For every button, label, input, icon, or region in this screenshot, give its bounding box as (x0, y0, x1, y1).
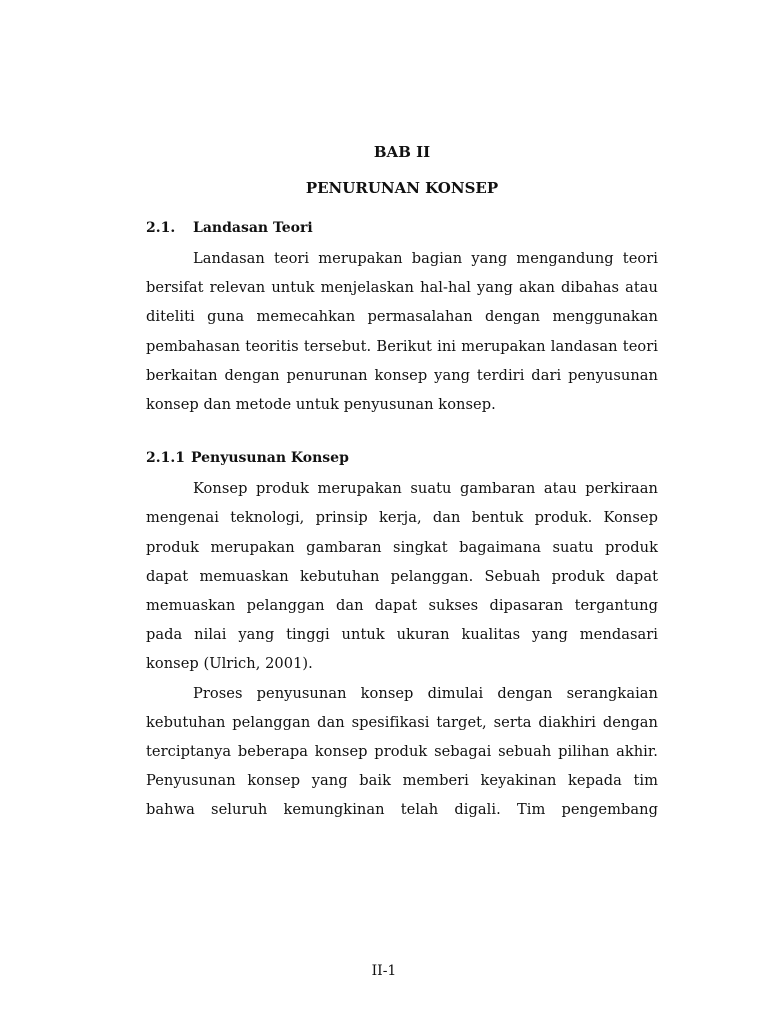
subsection-paragraph-2: Proses penyusunan konsep dimulai dengan serangkaian kebutuhan pelanggan dan spesifikasi target, serta diakhiri dengan terciptanya beberapa konsep produk sebagai sebuah pilihan akhir. Penyusunan konsep yang baik memberi keyakinan kepada tim bahwa seluruh kemungkinan telah digali. Tim pengembang (146, 684, 658, 819)
section-number: 2.1. (146, 220, 176, 236)
chapter-heading: BAB II (373, 143, 431, 161)
page-content (146, 140, 658, 825)
section-title: Landasan Teori (193, 220, 313, 236)
section-paragraph: Landasan teori merupakan bagian yang mengandung teori bersifat relevan untuk menjelaskan hal-hal yang akan dibahas atau diteliti guna memecahkan permasalahan dengan menggunakan pembahasan teoritis tersebut. Berikut ini merupakan landasan teori berkaitan dengan penurunan konsep yang terdiri dari penyusunan konsep dan metode untuk penyusunan konsep. (146, 250, 658, 414)
subsection-paragraph-1: Konsep produk merupakan suatu gambaran atau perkiraan mengenai teknologi, prinsip kerja, dan bentuk produk. Konsep produk merupakan gambaran singkat bagaimana suatu produk dapat memuaskan kebutuhan pelanggan. Sebuah produk dapat memuaskan pelanggan dan dapat sukses dipasaran tergantung pada nilai yang tinggi untuk ukuran kualitas yang mendasari konsep (Ulrich, 2001). (146, 480, 658, 673)
subsection-number: 2.1.1 (146, 450, 185, 467)
subsection-heading (146, 446, 658, 470)
section-heading (146, 216, 658, 240)
subsection-title: Penyusunan Konsep (190, 450, 349, 467)
chapter-title: PENURUNAN KONSEP (305, 179, 499, 197)
page-number: II-1 (371, 963, 397, 979)
